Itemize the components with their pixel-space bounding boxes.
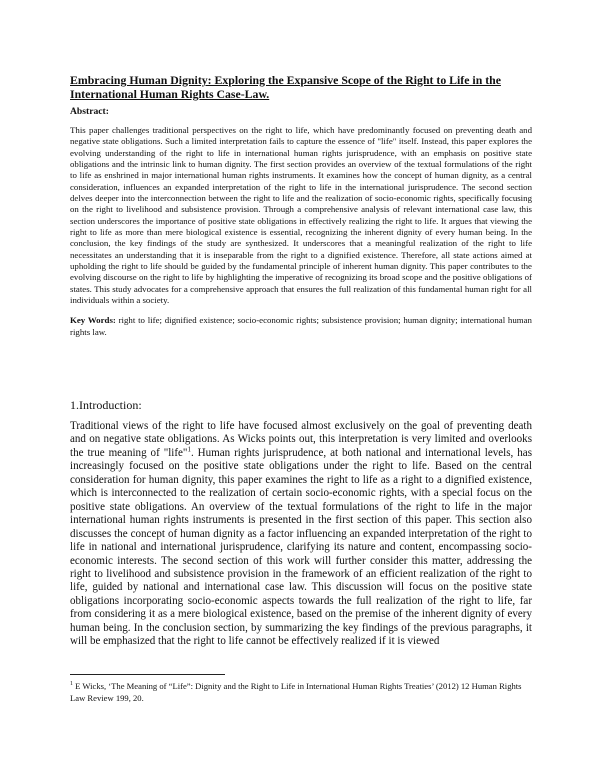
footnote-separator xyxy=(70,674,225,675)
introduction-text-part1: Traditional views of the right to life have focused almost exclusively on the goal of preventing death and on negative state obligations. As Wicks points out, this interpretation is very limited and overlooks the true meaning of "life" xyxy=(70,420,532,459)
footnote-text: E Wicks, ‘The Meaning of “Life”: Dignity and the Right to Life in International Human Rights Treaties’ (2012) 12 Human Rights Law Review 199, 20. xyxy=(70,681,522,704)
abstract-heading: Abstract: xyxy=(70,106,109,117)
footnote-marker: 1 xyxy=(70,681,73,688)
keywords-text: right to life; dignified existence; socio-economic rights; subsistence provision; human dignity; international human rights law. xyxy=(70,315,532,337)
footnote xyxy=(70,680,532,705)
footnote-reference[interactable]: 1 xyxy=(187,445,191,454)
keywords-label: Key Words: xyxy=(70,315,116,325)
introduction-heading: 1.Introduction: xyxy=(70,398,142,412)
keywords xyxy=(70,315,532,338)
paper-title: Embracing Human Dignity: Exploring the Expansive Scope of the Right to Life in the International Human Rights Case-Law. xyxy=(70,73,501,101)
introduction-text-part2: . Human rights jurisprudence, at both national and international levels, has increasingly focused on the positive state obligations under the right to life. Based on the central consideration for human dignity, this paper examines the right to life as a right to a dignified existence, which is interconnected to the realization of certain socio-economic rights, with a special focus on the positive state obligations. An overview of the textual formulations of the right to life in the major international human rights instruments is presented in the first section of this paper. This section also discusses the concept of human dignity as a factor influencing an expanded interpretation of the right to life in national and international jurisprudence, clarifying its nature and content, encompassing socio-economic interests. The second section of this work will further consider this matter, addressing the right to livelihood and subsistence provision in the framework of an efficient realization of the right to life, guided by national and international case law. This discussion will focus on the positive state obligations incorporating socio-economic aspects towards the full realization of the right to life, far from considering it as a mere biological existence, based on the premise of the inherent dignity of every human being. In the conclusion section, by summarizing the key findings of the previous paragraphs, it will be emphasized that the right to life cannot be effectively realized if it is viewed xyxy=(70,446,532,648)
abstract-text: This paper challenges traditional perspectives on the right to life, which have predominantly focused on preventing death and negative state obligations. Such a limited interpretation fails to capture the essence of "life" itself. Instead, this paper explores the evolving understanding of the right to life in international human rights jurisprudence, with an emphasis on positive state obligations and the intrinsic link to human dignity. The first section provides an overview of the textual formulations of the right to life as enshrined in major international human rights instruments. It examines how the concept of human dignity, as a central consideration, influences an expanded interpretation of the right to life in the international jurisprudence. The second section delves deeper into the interconnection between the right to life and the realization of socio-economic rights, specifically focusing on the right to livelihood and subsistence provision. Through a comprehensive analysis of relevant international case law, this section underscores the importance of positive state obligations in effectively realizing the right to life. It argues that viewing the right to life as more than mere biological existence is essential, recognizing the inherent dignity of every human being. In the conclusion, the key findings of the study are synthesized. It underscores that a meaningful realization of the right to life necessitates an understanding that it is inseparable from the right to a dignified existence. Therefore, all state actions aimed at upholding the right to life should be guided by the fundamental principle of inherent human dignity. This paper contributes to the evolving discourse on the right to life by highlighting the imperative of recognizing its broad scope and the positive obligations of states. This study advocates for a comprehensive approach that ensures the full realization of this fundamental human right for all individuals within a society. xyxy=(70,125,532,305)
introduction-text xyxy=(70,420,532,649)
